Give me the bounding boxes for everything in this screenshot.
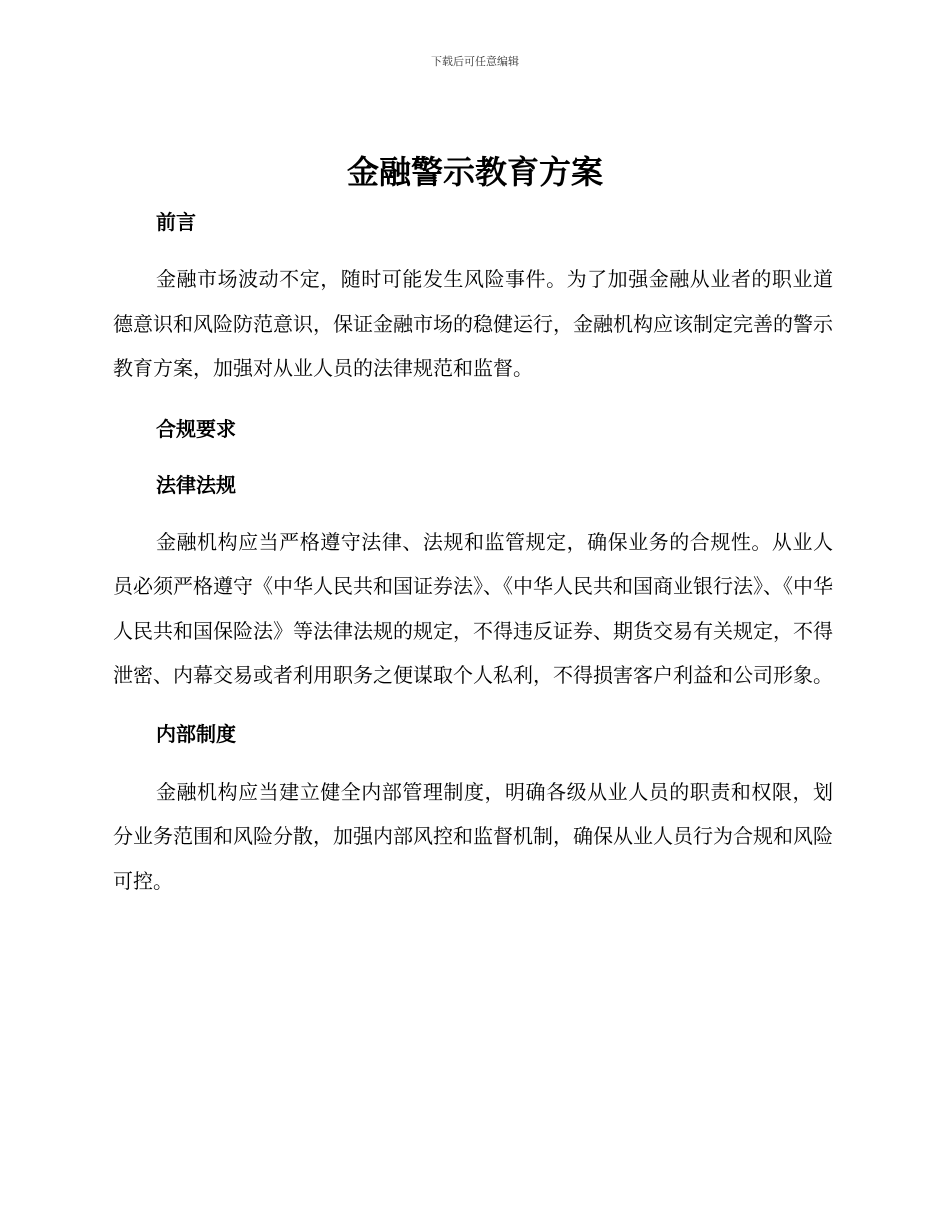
section-heading-internal-system: 内部制度 xyxy=(156,721,236,746)
section-heading-compliance: 合规要求 xyxy=(156,416,236,441)
section-heading-preface: 前言 xyxy=(156,210,196,234)
section-heading-laws: 法律法规 xyxy=(156,472,236,497)
page-header-note: 下载后可任意编辑 xyxy=(431,55,519,68)
document-body xyxy=(113,200,833,903)
section-paragraph-preface: 金融市场波动不定，随时可能发生风险事件。为了加强金融从业者的职业道德意识和风险防范意识，保证金融市场的稳健运行，金融机构应该制定完善的警示教育方案，加强对从业人员的法律规范和监督。 xyxy=(113,267,833,380)
section-paragraph-internal-system: 金融机构应当建立健全内部管理制度，明确各级从业人员的职责和权限，划分业务范围和风险分散，加强内部风控和监督机制，确保从业人员行为合规和风险可控。 xyxy=(113,779,833,893)
document-title: 金融警示教育方案 xyxy=(346,153,603,191)
section-paragraph-laws: 金融机构应当严格遵守法律、法规和监管规定，确保业务的合规性。从业人员必须严格遵守《中华人民共和国证券法》、《中华人民共和国商业银行法》、《中华人民共和国保险法》等法律法规的规定，不得违反证券、期货交易有关规定，不得泄密、内幕交易或者利用职务之便谋取个人私利，不得损害客户利益和公司形象。 xyxy=(113,529,833,687)
